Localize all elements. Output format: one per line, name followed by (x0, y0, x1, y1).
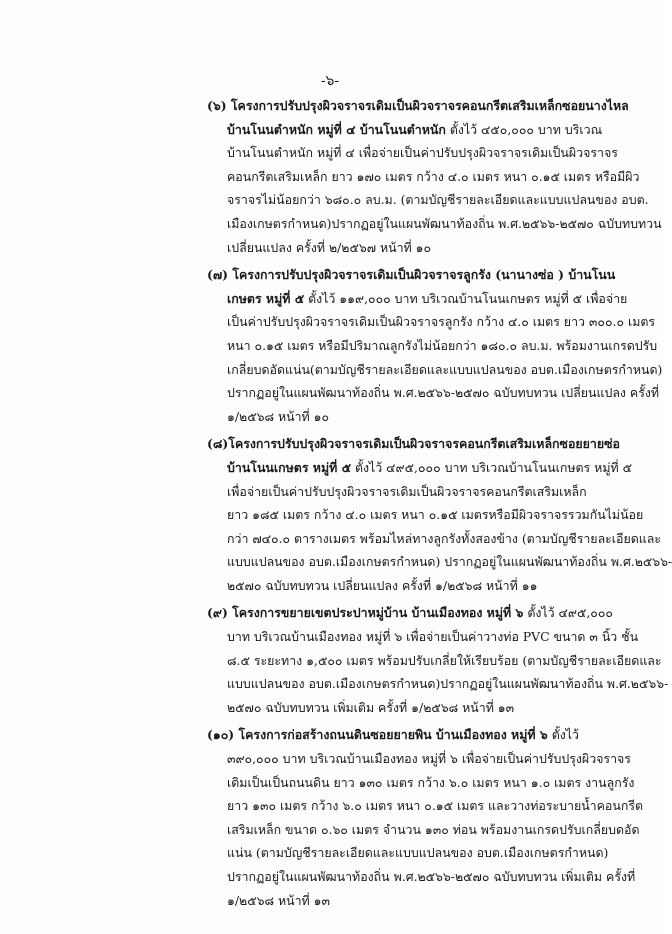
project-text-line (207, 672, 669, 696)
bold-text: (๘)โครงการปรับปรุงผิวจราจรเดิมเป็นผิวจราจรคอนกรีตเสริมเหล็กซอยยายซ่อ (207, 436, 620, 452)
bold-text: (๙) โครงการขยายเขตประปาหมู่บ้าน บ้านเมืองทอง หมู่ที่ ๖ (207, 605, 524, 621)
body-text: ๒๕๗๐ ฉบับทบทวน เพิ่มเติม ครั้งที่ ๑/๒๕๖๘ หน้าที่ ๑๓ (227, 699, 515, 715)
body-text: เกลี่ยบดอัดแน่น(ตามบัญชีรายละเอียดและแบบแปลนของ อบต.เมืองเกษตรกำหนด) (227, 361, 663, 377)
bold-text: บ้านโนนเกษตร หมู่ที่ ๕ (227, 459, 352, 475)
project-text-line (207, 405, 617, 429)
project-heading-line (207, 263, 617, 287)
project-text-line (207, 649, 662, 673)
project-text-line (207, 841, 617, 865)
project-list (207, 94, 672, 916)
project-text-line (207, 889, 617, 913)
project-text-line (207, 310, 656, 334)
body-text: ตั้งไว้ (547, 727, 579, 743)
project-text-line (207, 527, 662, 551)
body-text: ตั้งไว้ ๑๑๙,๐๐๐ บาท บริเวณบ้านโนนเกษตร หมู่ที่ ๕ เพื่อจ่าย (304, 290, 628, 306)
project-heading-line (207, 432, 620, 456)
body-text: กว่า ๗๔๐.๐ ตารางเมตร พร้อมไหล่ทางลูกรังทั้งสองข้าง (ตามบัญชีรายละเอียดและ (227, 530, 662, 546)
project-text-line (207, 188, 649, 212)
body-text: แน่น (ตามบัญชีรายละเอียดและแบบแปลนของ อบต.เมืองเกษตรกำหนด) (227, 845, 609, 861)
project-text-line (207, 212, 662, 236)
body-text: ตั้งไว้ ๔๙๕,๐๐๐ บาท บริเวณบ้านโนนเกษตร หมู่ที่ ๕ (351, 459, 632, 475)
body-text: ๑/๒๕๖๘ หน้าที่ ๑๐ (227, 408, 330, 424)
project-item (207, 723, 644, 912)
project-heading-line (207, 94, 629, 118)
body-text: จราจรไม่น้อยกว่า ๖๘๐.๐ ลบ.ม. (ตามบัญชีรายละเอียดและแบบแปลนของ อบต. (227, 192, 649, 208)
body-text: ปรากฏอยู่ในแผนพัฒนาท้องถิ่น พ.ศ.๒๕๖๖-๒๕๗๐ ฉบับทบทวน เปลี่ยนแปลง ครั้งที่ (227, 385, 660, 401)
project-text-line (207, 236, 617, 260)
project-text-line (207, 480, 617, 504)
project-text-line (207, 794, 644, 818)
project-text-line (207, 287, 628, 311)
body-text: ปรากฏอยู่ในแผนพัฒนาท้องถิ่น พ.ศ.๒๕๖๖-๒๕๗๐ ฉบับทบทวน เพิ่มเติม ครั้งที่ (227, 869, 636, 884)
body-text: เมืองเกษตรกำหนด)ปรากฏอยู่ในแผนพัฒนาท้องถิ่น พ.ศ.๒๕๖๖-๒๕๗๐ ฉบับทบทวน (227, 215, 662, 231)
project-item (207, 263, 663, 428)
project-heading-line (207, 601, 617, 625)
project-text-line (207, 574, 617, 598)
project-text-line (207, 550, 672, 574)
project-text-line (207, 118, 617, 142)
body-text: แบบแปลนของ อบต.เมืองเกษตรกำหนด) ปรากฏอยู่ในแผนพัฒนาท้องถิ่น พ.ศ.๒๕๖๖- (227, 554, 672, 570)
body-text: ๘.๕ ระยะทาง ๑,๕๐๐ เมตร พร้อมปรับเกลี่ยให้เรียบร้อย (ตามบัญชีรายละเอียดและ (227, 652, 662, 668)
bold-text: บ้านโนนตำหนัก หมู่ที่ ๔ บ้านโนนตำหนัก (227, 121, 446, 137)
body-text: แบบแปลนของ อบต.เมืองเกษตรกำหนด)ปรากฏอยู่ในแผนพัฒนาท้องถิ่น พ.ศ.๒๕๖๖- (227, 676, 669, 692)
project-text-line (207, 456, 632, 480)
project-text-line (207, 747, 631, 771)
body-text: ๒๕๗๐ ฉบับทบทวน เปลี่ยนแปลง ครั้งที่ ๑/๒๕๖๘ หน้าที่ ๑๑ (227, 577, 538, 593)
bold-text: (๗) โครงการปรับปรุงผิวจราจรเดิมเป็นผิวจราจรลูกรัง (นานางซ่อ ) บ้านโนน (207, 267, 616, 283)
body-text: บาท บริเวณบ้านเมืองทอง หมู่ที่ ๖ เพื่อจ่ายเป็นค่าวางท่อ PVC ขนาด ๓ นิ้ว ชั้น (227, 629, 639, 645)
body-text: ยาว ๑๓๐ เมตร กว้าง ๖.๐ เมตร หนา ๐.๑๕ เมตร และวางท่อระบายน้ำคอนกรีต (227, 798, 644, 814)
body-text: ๑/๒๕๖๘ หน้าที่ ๑๓ (227, 892, 330, 908)
project-heading-line (207, 723, 617, 747)
project-item (207, 94, 662, 259)
body-text: คอนกรีตเสริมเหล็ก ยาว ๑๗๐ เมตร กว้าง ๔.๐ เมตร หนา ๐.๑๕ เมตร หรือมีผิว (227, 168, 640, 184)
body-text: เป็นค่าปรับปรุงผิวจราจรเดิมเป็นผิวจราจรลูกรัง กว้าง ๔.๐ เมตร ยาว ๓๐๐.๐ เมตร (227, 314, 656, 330)
body-text: เปลี่ยนแปลง ครั้งที่ ๒/๒๕๖๗ หน้าที่ ๑๐ (227, 239, 432, 255)
project-text-line (207, 771, 635, 795)
project-text-line (207, 818, 640, 842)
project-text-line (207, 141, 617, 165)
project-text-line (207, 165, 640, 189)
body-text: บ้านโนนตำหนัก หมู่ที่ ๔ เพื่อจ่ายเป็นค่าปรับปรุงผิวจราจรเดิมเป็นผิวจราจร (227, 145, 618, 161)
body-text: หนา ๐.๑๕ เมตร หรือมีปริมาณลูกรังไม่น้อยกว่า ๑๘๐.๐ ลบ.ม. พร้อมงานเกรดปรับ (227, 337, 658, 353)
project-item (207, 601, 669, 719)
body-text: ยาว ๑๘๕ เมตร กว้าง ๔.๐ เมตร หนา ๐.๑๕ เมตรหรือมีผิวจราจรรวมกันไม่น้อย (227, 507, 644, 523)
page-number: -๖- (320, 73, 340, 89)
bold-text: เกษตร หมู่ที่ ๕ (227, 290, 305, 306)
bold-text: (๖) โครงการปรับปรุงผิวจราจรเดิมเป็นผิวจราจรคอนกรีตเสริมเหล็กซอยนางไหล (207, 98, 629, 113)
body-text: ตั้งไว้ ๔๕๐,๐๐๐ บาท บริเวณ (445, 121, 603, 137)
project-text-line (207, 503, 644, 527)
project-text-line (207, 334, 658, 358)
bold-text: (๑๐) โครงการก่อสร้างถนนดินซอยยายพิน บ้านเมืองทอง หมู่ที่ ๖ (207, 727, 548, 743)
project-text-line (207, 381, 660, 405)
body-text: ๓๙๐,๐๐๐ บาท บริเวณบ้านเมืองทอง หมู่ที่ ๖ เพื่อจ่ายเป็นค่าปรับปรุงผิวจราจร (227, 751, 631, 767)
project-text-line (207, 865, 636, 889)
project-item (207, 432, 672, 597)
project-text-line (207, 696, 617, 720)
body-text: ตั้งไว้ ๔๙๕,๐๐๐ (523, 605, 613, 621)
body-text: เดิมเป็นเป็นถนนดิน ยาว ๑๓๐ เมตร กว้าง ๖.๐ เมตร หนา ๑.๐ เมตร งานลูกรัง (227, 774, 635, 790)
body-text: เสริมเหล็ก ขนาด ๐.๖๐ เมตร จำนวน ๑๓๐ ท่อน พร้อมงานเกรดปรับเกลี่ยบดอัด (227, 821, 640, 837)
project-text-line (207, 625, 639, 649)
body-text: เพื่อจ่ายเป็นค่าปรับปรุงผิวจราจรเดิมเป็นผิวจราจรคอนกรีตเสริมเหล็ก (227, 483, 587, 499)
project-text-line (207, 358, 663, 382)
